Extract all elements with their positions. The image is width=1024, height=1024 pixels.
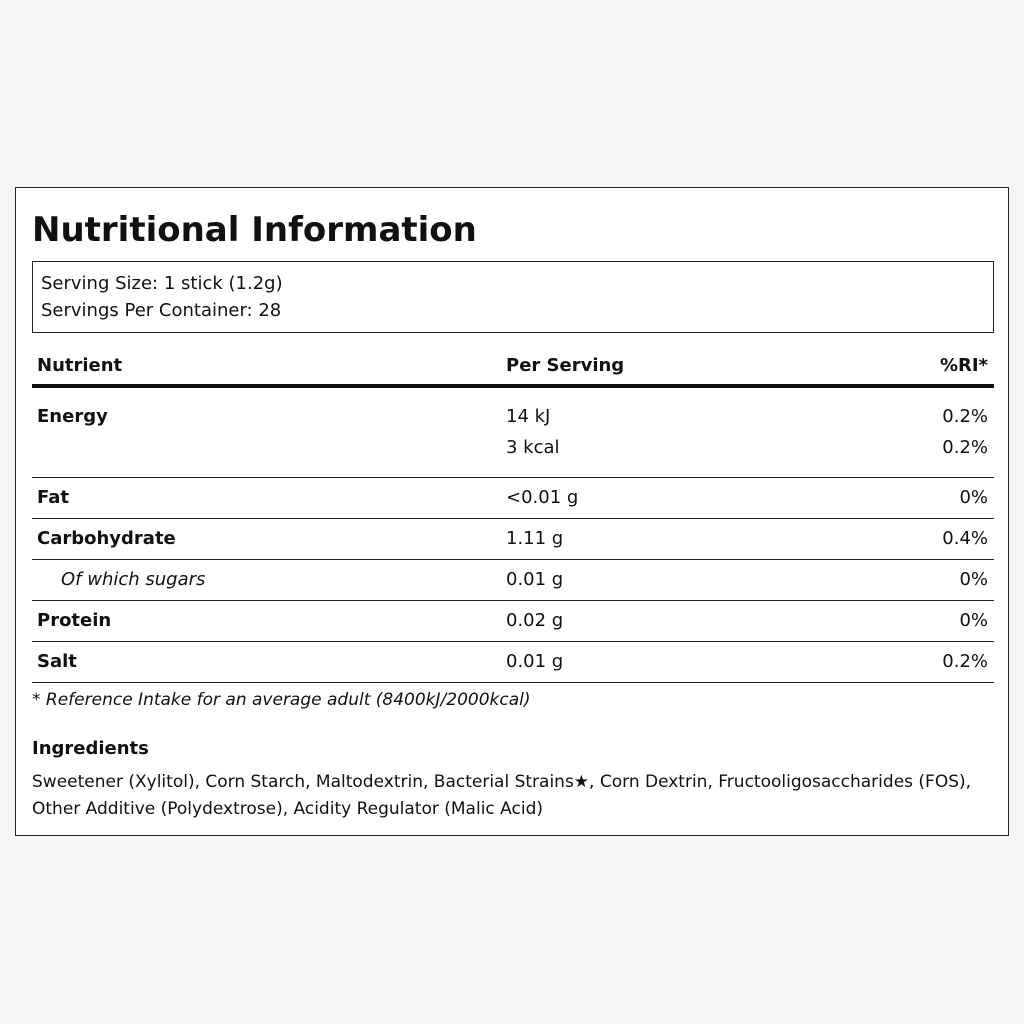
ingredients-list: Sweetener (Xylitol), Corn Starch, Maltodextrin, Bacterial Strains★, Corn Dextrin, Fructooligosaccharides (FOS), Other Additive (Polydextrose), Acidity Regulator (Malic Acid): [32, 772, 972, 819]
nutrient-name: Salt: [37, 651, 77, 672]
table-row-protein: [32, 601, 994, 642]
nutrition-panel: [15, 187, 1009, 836]
energy-kcal: 3 kcal: [506, 437, 560, 458]
ri-value: 0%: [959, 487, 988, 508]
energy-kj: 14 kJ: [506, 406, 551, 427]
per-serving-value: <0.01 g: [506, 487, 579, 508]
table-row-carbohydrate: [32, 519, 994, 560]
header-per-serving: Per Serving: [506, 355, 625, 376]
ri-value: 0%: [959, 610, 988, 631]
nutrient-name: Of which sugars: [61, 569, 206, 590]
table-row-salt: [32, 642, 994, 683]
ri-value: 0.2%: [942, 651, 988, 672]
per-serving-value: 0.01 g: [506, 651, 564, 672]
serving-info-box: [32, 261, 994, 333]
nutrition-table: [32, 348, 994, 683]
table-row-sugars: [32, 560, 994, 601]
table-header: [32, 348, 994, 388]
ri-value: 0.4%: [942, 528, 988, 549]
serving-size: Serving Size: 1 stick (1.2g): [41, 273, 283, 294]
reference-intake-footnote: * Reference Intake for an average adult (8400kJ/2000kcal): [32, 690, 531, 710]
servings-per-container: Servings Per Container: 28: [41, 300, 282, 321]
nutrient-name: Carbohydrate: [37, 528, 176, 549]
nutrient-name: Energy: [37, 406, 108, 427]
nutrient-name: Fat: [37, 487, 69, 508]
table-row-energy: [32, 388, 994, 478]
per-serving-value: 1.11 g: [506, 528, 564, 549]
page-title: Nutritional Information: [32, 210, 477, 250]
ri-value: 0%: [959, 569, 988, 590]
header-ri: %RI*: [939, 355, 988, 376]
energy-kcal-ri: 0.2%: [942, 437, 988, 458]
header-nutrient: Nutrient: [37, 355, 123, 376]
per-serving-value: 0.02 g: [506, 610, 564, 631]
per-serving-value: 0.01 g: [506, 569, 564, 590]
ingredients-heading: Ingredients: [32, 738, 149, 759]
table-row-fat: [32, 478, 994, 519]
nutrient-name: Protein: [37, 610, 112, 631]
energy-kj-ri: 0.2%: [942, 406, 988, 427]
